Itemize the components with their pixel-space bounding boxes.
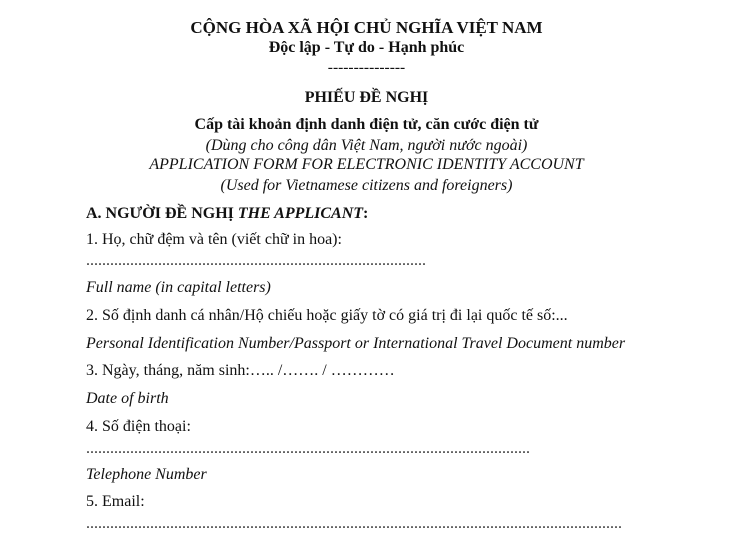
form-title-en: APPLICATION FORM FOR ELECTRONIC IDENTITY ACCOUNT (149, 156, 584, 173)
id-number-label: 2. Số định danh cá nhân/Hộ chiếu hoặc giấy tờ có giá trị đi lại quốc tế số:... (86, 307, 568, 324)
section-a-heading-vi: A. NGƯỜI ĐỀ NGHỊ (86, 205, 238, 222)
id-number-en-label: Personal Identification Number/Passport or International Travel Document number (86, 335, 626, 352)
form-note-vi: (Dùng cho công dân Việt Nam, người nước ngoài) (205, 137, 528, 154)
phone-label: 4. Số điện thoại: (86, 418, 191, 435)
dob-en-label: Date of birth (86, 390, 169, 407)
full-name-en-label: Full name (in capital letters) (86, 279, 271, 296)
section-a-heading-colon: : (363, 205, 369, 222)
form-title: PHIẾU ĐỀ NGHỊ (304, 89, 429, 106)
section-a-heading-en: THE APPLICANT (237, 205, 364, 222)
full-name-field[interactable]: ..................................................................................... (86, 252, 426, 269)
phone-en-label: Telephone Number (86, 466, 207, 483)
form-note-en: (Used for Vietnamese citizens and foreigners) (220, 177, 513, 194)
phone-field[interactable]: ............................................................................................................... (86, 440, 530, 457)
nation-header: CỘNG HÒA XÃ HỘI CHỦ NGHĨA VIỆT NAM (190, 18, 543, 37)
dob-field[interactable]: 3. Ngày, tháng, năm sinh:….. /……. / ………… (86, 362, 395, 379)
form-subtitle: Cấp tài khoản định danh điện tử, căn cước điện tử (194, 116, 539, 133)
email-field[interactable]: ...................................................................................................................................... (86, 515, 622, 532)
email-label: 5. Email: (86, 493, 145, 510)
full-name-label: 1. Họ, chữ đệm và tên (viết chữ in hoa): (86, 231, 342, 248)
motto: Độc lập - Tự do - Hạnh phúc (268, 39, 465, 56)
section-a-heading (86, 206, 368, 222)
header-divider: --------------- (327, 59, 406, 76)
